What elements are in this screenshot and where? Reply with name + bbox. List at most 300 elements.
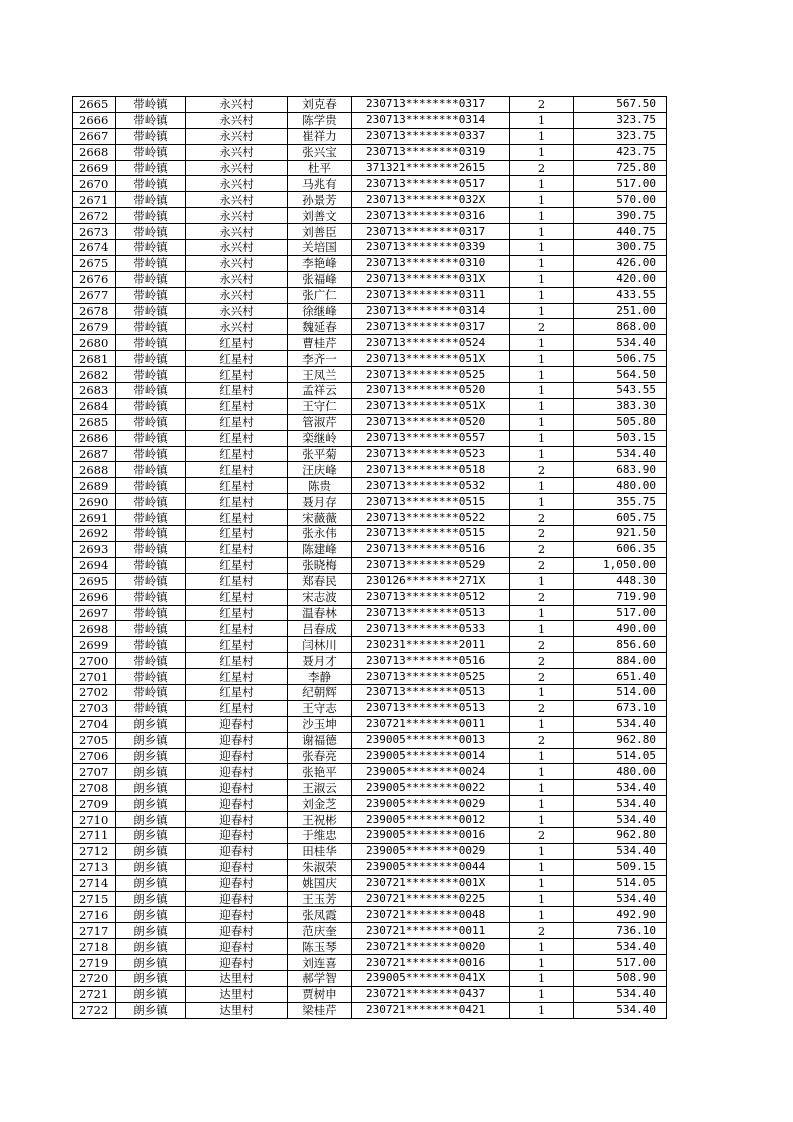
count-cell: 2 [510, 827, 574, 843]
count-cell: 2 [510, 97, 574, 113]
id-number-cell: 230713********0317 [352, 319, 510, 335]
name-cell: 谢福德 [288, 732, 352, 748]
count-cell: 1 [510, 907, 574, 923]
name-cell: 张广仁 [288, 287, 352, 303]
table-row [73, 605, 667, 621]
row-number-cell: 2701 [73, 669, 116, 685]
town-cell: 带岭镇 [116, 478, 186, 494]
count-cell: 1 [510, 859, 574, 875]
name-cell: 陈学贵 [288, 112, 352, 128]
table-row [73, 494, 667, 510]
id-number-cell: 239005********0044 [352, 859, 510, 875]
name-cell: 王守志 [288, 700, 352, 716]
table-row [73, 319, 667, 335]
town-cell: 朗乡镇 [116, 843, 186, 859]
town-cell: 带岭镇 [116, 621, 186, 637]
name-cell: 栾继岭 [288, 430, 352, 446]
count-cell: 2 [510, 669, 574, 685]
name-cell: 管淑芹 [288, 414, 352, 430]
town-cell: 带岭镇 [116, 351, 186, 367]
table-row [73, 97, 667, 113]
town-cell: 朗乡镇 [116, 1002, 186, 1018]
amount-cell: 420.00 [574, 271, 667, 287]
id-number-cell: 230713********0517 [352, 176, 510, 192]
name-cell: 崔祥力 [288, 128, 352, 144]
count-cell: 1 [510, 335, 574, 351]
count-cell: 1 [510, 478, 574, 494]
village-cell: 红星村 [186, 526, 288, 542]
town-cell: 带岭镇 [116, 526, 186, 542]
name-cell: 张兴宝 [288, 144, 352, 160]
table-row [73, 907, 667, 923]
town-cell: 带岭镇 [116, 319, 186, 335]
village-cell: 迎春村 [186, 812, 288, 828]
name-cell: 王玉芳 [288, 891, 352, 907]
name-cell: 于维忠 [288, 827, 352, 843]
town-cell: 带岭镇 [116, 160, 186, 176]
count-cell: 1 [510, 939, 574, 955]
amount-cell: 517.00 [574, 176, 667, 192]
village-cell: 红星村 [186, 605, 288, 621]
count-cell: 1 [510, 891, 574, 907]
name-cell: 沙玉坤 [288, 716, 352, 732]
table-row [73, 271, 667, 287]
village-cell: 永兴村 [186, 192, 288, 208]
village-cell: 红星村 [186, 557, 288, 573]
town-cell: 朗乡镇 [116, 732, 186, 748]
table-row [73, 732, 667, 748]
amount-cell: 355.75 [574, 494, 667, 510]
table-row [73, 589, 667, 605]
village-cell: 红星村 [186, 494, 288, 510]
count-cell: 1 [510, 224, 574, 240]
row-number-cell: 2678 [73, 303, 116, 319]
amount-cell: 606.35 [574, 541, 667, 557]
table-row [73, 510, 667, 526]
name-cell: 贾树申 [288, 986, 352, 1002]
town-cell: 朗乡镇 [116, 939, 186, 955]
id-number-cell: 230721********0225 [352, 891, 510, 907]
amount-cell: 856.60 [574, 637, 667, 653]
row-number-cell: 2669 [73, 160, 116, 176]
row-number-cell: 2691 [73, 510, 116, 526]
name-cell: 杜平 [288, 160, 352, 176]
id-number-cell: 230721********0011 [352, 923, 510, 939]
id-number-cell: 230713********0520 [352, 383, 510, 399]
table-row [73, 557, 667, 573]
id-number-cell: 239005********0013 [352, 732, 510, 748]
amount-cell: 534.40 [574, 1002, 667, 1018]
name-cell: 姚国庆 [288, 875, 352, 891]
village-cell: 红星村 [186, 621, 288, 637]
village-cell: 迎春村 [186, 827, 288, 843]
village-cell: 红星村 [186, 573, 288, 589]
table-row [73, 255, 667, 271]
count-cell: 1 [510, 812, 574, 828]
id-number-cell: 230721********0421 [352, 1002, 510, 1018]
row-number-cell: 2698 [73, 621, 116, 637]
row-number-cell: 2717 [73, 923, 116, 939]
town-cell: 朗乡镇 [116, 986, 186, 1002]
town-cell: 带岭镇 [116, 684, 186, 700]
count-cell: 2 [510, 653, 574, 669]
amount-cell: 440.75 [574, 224, 667, 240]
count-cell: 2 [510, 637, 574, 653]
table-row [73, 827, 667, 843]
town-cell: 带岭镇 [116, 557, 186, 573]
town-cell: 带岭镇 [116, 97, 186, 113]
id-number-cell: 239005********041X [352, 970, 510, 986]
id-number-cell: 230713********0516 [352, 653, 510, 669]
count-cell: 1 [510, 955, 574, 971]
name-cell: 孙景芳 [288, 192, 352, 208]
row-number-cell: 2689 [73, 478, 116, 494]
row-number-cell: 2679 [73, 319, 116, 335]
id-number-cell: 239005********0029 [352, 843, 510, 859]
village-cell: 红星村 [186, 383, 288, 399]
count-cell: 2 [510, 923, 574, 939]
table-row [73, 875, 667, 891]
id-number-cell: 230713********0317 [352, 224, 510, 240]
town-cell: 带岭镇 [116, 303, 186, 319]
amount-cell: 433.55 [574, 287, 667, 303]
village-cell: 永兴村 [186, 303, 288, 319]
amount-cell: 480.00 [574, 478, 667, 494]
row-number-cell: 2708 [73, 780, 116, 796]
amount-cell: 534.40 [574, 446, 667, 462]
count-cell: 1 [510, 414, 574, 430]
table-row [73, 780, 667, 796]
village-cell: 永兴村 [186, 144, 288, 160]
village-cell: 红星村 [186, 446, 288, 462]
village-cell: 红星村 [186, 478, 288, 494]
town-cell: 带岭镇 [116, 255, 186, 271]
town-cell: 朗乡镇 [116, 780, 186, 796]
amount-cell: 514.00 [574, 684, 667, 700]
town-cell: 带岭镇 [116, 398, 186, 414]
name-cell: 宋志波 [288, 589, 352, 605]
row-number-cell: 2709 [73, 796, 116, 812]
count-cell: 1 [510, 367, 574, 383]
amount-cell: 534.40 [574, 335, 667, 351]
village-cell: 永兴村 [186, 224, 288, 240]
row-number-cell: 2674 [73, 240, 116, 256]
count-cell: 1 [510, 398, 574, 414]
count-cell: 1 [510, 271, 574, 287]
table-row [73, 669, 667, 685]
amount-cell: 323.75 [574, 128, 667, 144]
village-cell: 永兴村 [186, 160, 288, 176]
data-table [72, 96, 667, 1019]
row-number-cell: 2715 [73, 891, 116, 907]
id-number-cell: 230721********0016 [352, 955, 510, 971]
id-number-cell: 230713********0314 [352, 303, 510, 319]
amount-cell: 517.00 [574, 605, 667, 621]
amount-cell: 673.10 [574, 700, 667, 716]
id-number-cell: 230713********0520 [352, 414, 510, 430]
town-cell: 朗乡镇 [116, 764, 186, 780]
count-cell: 1 [510, 716, 574, 732]
id-number-cell: 230713********0516 [352, 541, 510, 557]
name-cell: 闫林川 [288, 637, 352, 653]
name-cell: 聂月才 [288, 653, 352, 669]
count-cell: 2 [510, 732, 574, 748]
village-cell: 永兴村 [186, 240, 288, 256]
table-row [73, 684, 667, 700]
table-row [73, 240, 667, 256]
row-number-cell: 2700 [73, 653, 116, 669]
village-cell: 永兴村 [186, 128, 288, 144]
id-number-cell: 230713********0512 [352, 589, 510, 605]
row-number-cell: 2683 [73, 383, 116, 399]
village-cell: 红星村 [186, 653, 288, 669]
count-cell: 1 [510, 573, 574, 589]
count-cell: 1 [510, 176, 574, 192]
name-cell: 郑春民 [288, 573, 352, 589]
id-number-cell: 230713********0339 [352, 240, 510, 256]
row-number-cell: 2703 [73, 700, 116, 716]
id-number-cell: 230713********051X [352, 351, 510, 367]
amount-cell: 383.30 [574, 398, 667, 414]
table-row [73, 986, 667, 1002]
table-row [73, 923, 667, 939]
row-number-cell: 2694 [73, 557, 116, 573]
table-row [73, 939, 667, 955]
id-number-cell: 230713********0529 [352, 557, 510, 573]
name-cell: 李静 [288, 669, 352, 685]
name-cell: 聂月存 [288, 494, 352, 510]
amount-cell: 251.00 [574, 303, 667, 319]
table-row [73, 176, 667, 192]
name-cell: 王祝彬 [288, 812, 352, 828]
village-cell: 红星村 [186, 367, 288, 383]
table-row [73, 446, 667, 462]
id-number-cell: 230713********0557 [352, 430, 510, 446]
town-cell: 朗乡镇 [116, 827, 186, 843]
name-cell: 刘善臣 [288, 224, 352, 240]
village-cell: 迎春村 [186, 796, 288, 812]
town-cell: 朗乡镇 [116, 907, 186, 923]
town-cell: 带岭镇 [116, 462, 186, 478]
village-cell: 红星村 [186, 700, 288, 716]
village-cell: 迎春村 [186, 732, 288, 748]
name-cell: 马兆有 [288, 176, 352, 192]
village-cell: 红星村 [186, 637, 288, 653]
amount-cell: 921.50 [574, 526, 667, 542]
row-number-cell: 2722 [73, 1002, 116, 1018]
id-number-cell: 230721********0437 [352, 986, 510, 1002]
count-cell: 1 [510, 780, 574, 796]
amount-cell: 480.00 [574, 764, 667, 780]
table-row [73, 144, 667, 160]
town-cell: 带岭镇 [116, 112, 186, 128]
table-row [73, 812, 667, 828]
amount-cell: 509.15 [574, 859, 667, 875]
name-cell: 张艳平 [288, 764, 352, 780]
count-cell: 1 [510, 303, 574, 319]
count-cell: 1 [510, 240, 574, 256]
amount-cell: 490.00 [574, 621, 667, 637]
row-number-cell: 2714 [73, 875, 116, 891]
id-number-cell: 371321********2615 [352, 160, 510, 176]
name-cell: 王凤兰 [288, 367, 352, 383]
count-cell: 2 [510, 160, 574, 176]
table-row [73, 637, 667, 653]
village-cell: 迎春村 [186, 859, 288, 875]
count-cell: 1 [510, 144, 574, 160]
village-cell: 达里村 [186, 1002, 288, 1018]
row-number-cell: 2685 [73, 414, 116, 430]
village-cell: 红星村 [186, 541, 288, 557]
amount-cell: 323.75 [574, 112, 667, 128]
row-number-cell: 2665 [73, 97, 116, 113]
row-number-cell: 2672 [73, 208, 116, 224]
town-cell: 带岭镇 [116, 335, 186, 351]
name-cell: 田桂华 [288, 843, 352, 859]
name-cell: 孟祥云 [288, 383, 352, 399]
row-number-cell: 2675 [73, 255, 116, 271]
id-number-cell: 230713********0523 [352, 446, 510, 462]
table-row [73, 526, 667, 542]
id-number-cell: 230713********0311 [352, 287, 510, 303]
village-cell: 迎春村 [186, 891, 288, 907]
amount-cell: 567.50 [574, 97, 667, 113]
town-cell: 带岭镇 [116, 287, 186, 303]
id-number-cell: 230713********0316 [352, 208, 510, 224]
town-cell: 带岭镇 [116, 192, 186, 208]
amount-cell: 534.40 [574, 891, 667, 907]
table-row [73, 287, 667, 303]
town-cell: 朗乡镇 [116, 923, 186, 939]
amount-cell: 736.10 [574, 923, 667, 939]
town-cell: 朗乡镇 [116, 716, 186, 732]
table-row [73, 748, 667, 764]
table-row [73, 414, 667, 430]
amount-cell: 725.80 [574, 160, 667, 176]
row-number-cell: 2676 [73, 271, 116, 287]
town-cell: 带岭镇 [116, 653, 186, 669]
row-number-cell: 2677 [73, 287, 116, 303]
name-cell: 郝学智 [288, 970, 352, 986]
row-number-cell: 2673 [73, 224, 116, 240]
id-number-cell: 230713********0310 [352, 255, 510, 271]
town-cell: 带岭镇 [116, 176, 186, 192]
village-cell: 永兴村 [186, 319, 288, 335]
row-number-cell: 2711 [73, 827, 116, 843]
row-number-cell: 2692 [73, 526, 116, 542]
town-cell: 带岭镇 [116, 430, 186, 446]
count-cell: 1 [510, 430, 574, 446]
amount-cell: 390.75 [574, 208, 667, 224]
row-number-cell: 2690 [73, 494, 116, 510]
row-number-cell: 2695 [73, 573, 116, 589]
table-row [73, 541, 667, 557]
amount-cell: 962.80 [574, 732, 667, 748]
amount-cell: 683.90 [574, 462, 667, 478]
count-cell: 2 [510, 700, 574, 716]
amount-cell: 1,050.00 [574, 557, 667, 573]
table-row [73, 955, 667, 971]
row-number-cell: 2680 [73, 335, 116, 351]
table-row [73, 398, 667, 414]
table-row [73, 462, 667, 478]
table-row [73, 700, 667, 716]
amount-cell: 517.00 [574, 955, 667, 971]
amount-cell: 505.80 [574, 414, 667, 430]
village-cell: 迎春村 [186, 907, 288, 923]
town-cell: 带岭镇 [116, 144, 186, 160]
id-number-cell: 230713********0513 [352, 700, 510, 716]
amount-cell: 508.90 [574, 970, 667, 986]
town-cell: 带岭镇 [116, 383, 186, 399]
town-cell: 带岭镇 [116, 224, 186, 240]
row-number-cell: 2704 [73, 716, 116, 732]
id-number-cell: 230713********0525 [352, 669, 510, 685]
village-cell: 永兴村 [186, 271, 288, 287]
row-number-cell: 2712 [73, 843, 116, 859]
table-row [73, 716, 667, 732]
town-cell: 朗乡镇 [116, 859, 186, 875]
town-cell: 朗乡镇 [116, 955, 186, 971]
row-number-cell: 2720 [73, 970, 116, 986]
name-cell: 刘连喜 [288, 955, 352, 971]
town-cell: 带岭镇 [116, 240, 186, 256]
id-number-cell: 230721********0048 [352, 907, 510, 923]
village-cell: 迎春村 [186, 748, 288, 764]
id-number-cell: 230713********0513 [352, 605, 510, 621]
table-row [73, 383, 667, 399]
name-cell: 刘金芝 [288, 796, 352, 812]
name-cell: 纪朝辉 [288, 684, 352, 700]
village-cell: 迎春村 [186, 843, 288, 859]
amount-cell: 564.50 [574, 367, 667, 383]
row-number-cell: 2702 [73, 684, 116, 700]
count-cell: 1 [510, 255, 574, 271]
id-number-cell: 230713********0522 [352, 510, 510, 526]
amount-cell: 534.40 [574, 716, 667, 732]
count-cell: 1 [510, 1002, 574, 1018]
row-number-cell: 2668 [73, 144, 116, 160]
name-cell: 刘善文 [288, 208, 352, 224]
village-cell: 永兴村 [186, 287, 288, 303]
amount-cell: 719.90 [574, 589, 667, 605]
name-cell: 范庆奎 [288, 923, 352, 939]
count-cell: 1 [510, 605, 574, 621]
table-row [73, 796, 667, 812]
table-row [73, 843, 667, 859]
town-cell: 带岭镇 [116, 494, 186, 510]
count-cell: 2 [510, 510, 574, 526]
village-cell: 永兴村 [186, 255, 288, 271]
id-number-cell: 230713********0513 [352, 684, 510, 700]
row-number-cell: 2721 [73, 986, 116, 1002]
town-cell: 朗乡镇 [116, 812, 186, 828]
village-cell: 迎春村 [186, 764, 288, 780]
town-cell: 带岭镇 [116, 128, 186, 144]
row-number-cell: 2693 [73, 541, 116, 557]
row-number-cell: 2670 [73, 176, 116, 192]
village-cell: 红星村 [186, 510, 288, 526]
town-cell: 朗乡镇 [116, 875, 186, 891]
id-number-cell: 230713********0532 [352, 478, 510, 494]
count-cell: 1 [510, 208, 574, 224]
table-row [73, 335, 667, 351]
village-cell: 迎春村 [186, 875, 288, 891]
village-cell: 红星村 [186, 669, 288, 685]
id-number-cell: 230713********051X [352, 398, 510, 414]
amount-cell: 534.40 [574, 780, 667, 796]
amount-cell: 534.40 [574, 812, 667, 828]
